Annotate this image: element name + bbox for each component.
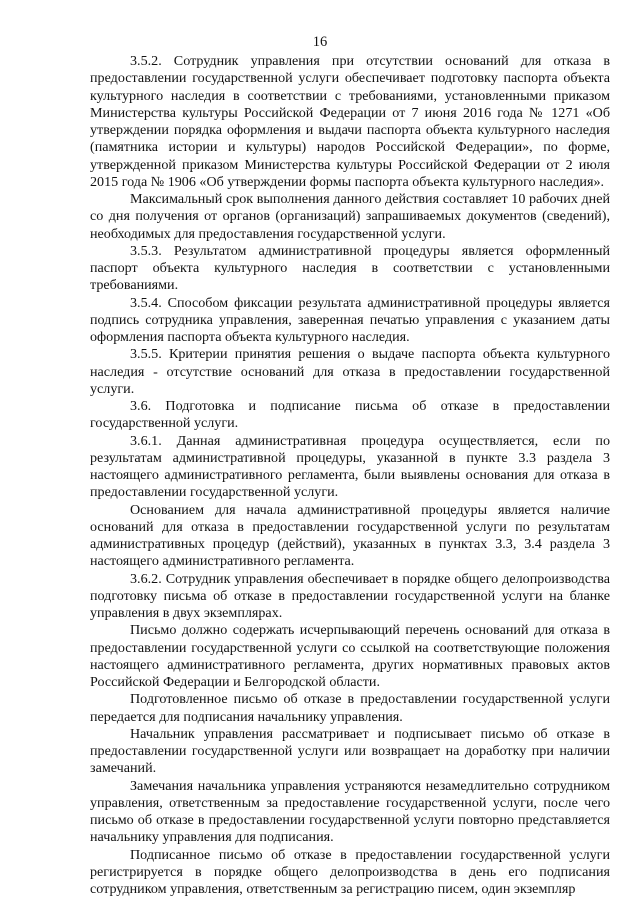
paragraph-letter-transfer: Подготовленное письмо об отказе в предоставлении государственной услуги передается для подписания начальнику управления.	[90, 691, 610, 725]
paragraph-3-5-3: 3.5.3. Результатом административной процедуры является оформленный паспорт объекта культурного наследия в соответствии с установленными требованиями.	[90, 242, 610, 294]
paragraph-3-5-5: 3.5.5. Критерии принятия решения о выдаче паспорта объекта культурного наследия - отсутствие оснований для отказа в предоставлении государственной услуги.	[90, 346, 610, 397]
paragraph-3-6: 3.6. Подготовка и подписание письма об отказе в предоставлении государственной услуги.	[90, 398, 610, 432]
paragraph-head-review: Начальник управления рассматривает и подписывает письмо об отказе в предоставлении государственной услуги или возвращает на доработку при наличии замечаний.	[90, 725, 610, 777]
paragraph-registration: Подписанное письмо об отказе в предоставлении государственной услуги регистрируется в порядке общего делопроизводства в день его подписания сотрудником управления, ответственным за регистрацию писем, один экземпляр	[90, 846, 610, 897]
page-number: 16	[312, 34, 328, 50]
paragraph-3-5-4: 3.5.4. Способом фиксации результата административной процедуры является подпись сотрудника управления, заверенная печатью управления с указанием даты оформления паспорта объекта культурного наследия.	[90, 294, 610, 345]
paragraph-3-5-2: 3.5.2. Сотрудник управления при отсутствии оснований для отказа в предоставлении государственной услуги обеспечивает подготовку паспорта объекта культурного наследия в соответствии с требованиями, установленными приказом Министерства культуры Российской Федерации от 7 июня 2016 года № 1271 «Об утверждении порядка оформления и выдачи паспорта объекта культурного наследия (памятника истории и культуры) народов Российской Федерации», по форме, утвержденной приказом Министерства культуры Российской Федерации от 2 июля 2015 года № 1906 «Об утверждении формы паспорта объекта культурного наследия».	[90, 53, 610, 190]
paragraph-3-6-1: 3.6.1. Данная административная процедура осуществляется, если по результатам административной процедуры, указанной в пункте 3.3 раздела 3 настоящего административного регламента, были выявлены основания для отказа в предоставлении государственной услуги.	[90, 432, 610, 501]
paragraph-letter-content: Письмо должно содержать исчерпывающий перечень оснований для отказа в предоставлении государственной услуги со ссылкой на соответствующие положения настоящего административного регламента, других нормативных правовых актов Российской Федерации и Белгородской области.	[90, 622, 610, 690]
paragraph-procedure-basis: Основанием для начала административной процедуры является наличие оснований для отказа в предоставлении государственной услуги по результатам административных процедур (действий), указанных в пунктах 3.3, 3.4 раздела 3 настоящего административного регламента.	[90, 501, 610, 570]
document-body	[90, 53, 610, 898]
paragraph-3-6-2: 3.6.2. Сотрудник управления обеспечивает в порядке общего делопроизводства подготовку письма об отказе в предоставлении государственной услуги на бланке управления в двух экземплярах.	[90, 570, 610, 621]
paragraph-remarks: Замечания начальника управления устраняются незамедлительно сотрудником управления, ответственным за предоставление государственной услуги, после чего письмо об отказе в предоставлении государственной услуги повторно представляется начальнику управления для подписания.	[90, 777, 610, 846]
paragraph-max-term: Максимальный срок выполнения данного действия составляет 10 рабочих дней со дня получения от органов (организаций) запрашиваемых документов (сведений), необходимых для предоставления государственной услуги.	[90, 191, 610, 242]
